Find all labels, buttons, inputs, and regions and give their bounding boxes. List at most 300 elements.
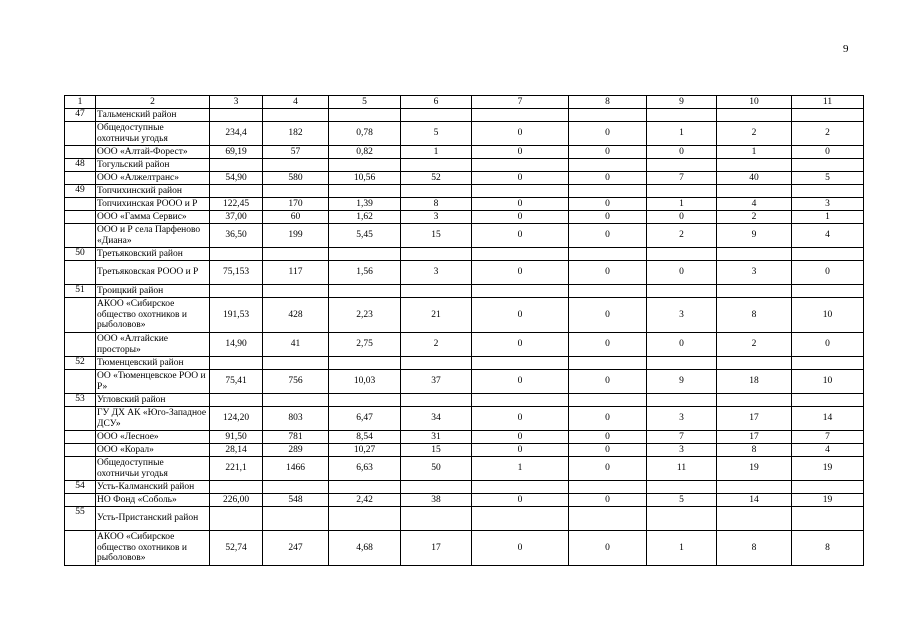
value-cell [401,507,472,531]
value-cell [401,394,472,407]
value-cell: 5 [647,494,717,507]
value-cell: 0,78 [329,122,401,146]
value-cell: 580 [263,172,329,185]
row-number-cell [65,431,96,444]
column-header: 1 [65,96,96,109]
value-cell [472,248,569,261]
value-cell [472,481,569,494]
value-cell [401,109,472,122]
name-cell: Усть-Калманский район [96,481,210,494]
value-cell [263,394,329,407]
value-cell: 0 [569,431,647,444]
value-cell: 34 [401,407,472,431]
value-cell: 221,1 [210,457,263,481]
row-number-cell [65,494,96,507]
value-cell: 1 [792,211,864,224]
value-cell: 428 [263,298,329,333]
name-cell: ООО «Алтайские просторы» [96,333,210,357]
value-cell: 0 [472,261,569,285]
row-number-cell [65,333,96,357]
value-cell: 0,82 [329,146,401,159]
value-cell: 0 [472,370,569,394]
value-cell [210,394,263,407]
value-cell: 8 [717,298,792,333]
table-row [65,146,864,159]
value-cell [792,357,864,370]
column-header: 7 [472,96,569,109]
value-cell: 2 [401,333,472,357]
table-row [65,407,864,431]
table-header-row [65,96,864,109]
value-cell [472,357,569,370]
value-cell: 756 [263,370,329,394]
value-cell: 0 [569,172,647,185]
value-cell: 124,20 [210,407,263,431]
row-number-cell: 52 [65,357,96,370]
value-cell: 0 [472,494,569,507]
value-cell: 0 [472,198,569,211]
row-number-cell: 54 [65,481,96,494]
value-cell [263,185,329,198]
data-table [64,95,864,566]
page-number: 9 [843,43,849,55]
value-cell: 0 [569,122,647,146]
name-cell: Третьяковский район [96,248,210,261]
value-cell [647,109,717,122]
value-cell: 69,19 [210,146,263,159]
row-number-cell: 51 [65,285,96,298]
value-cell [329,507,401,531]
row-number-cell: 55 [65,507,96,531]
value-cell: 226,00 [210,494,263,507]
value-cell: 1 [647,122,717,146]
value-cell: 234,4 [210,122,263,146]
row-number-cell [65,298,96,333]
name-cell: ООО «Алжелтранс» [96,172,210,185]
value-cell [401,285,472,298]
value-cell [472,185,569,198]
name-cell: ОО «Тюменцевское РОО и Р» [96,370,210,394]
value-cell [569,357,647,370]
value-cell [329,185,401,198]
name-cell: НО Фонд «Соболь» [96,494,210,507]
row-number-cell: 48 [65,159,96,172]
value-cell: 10 [792,370,864,394]
value-cell [472,507,569,531]
value-cell [569,394,647,407]
value-cell [792,394,864,407]
name-cell: ГУ ДХ АК «Юго-Западное ДСУ» [96,407,210,431]
row-number-cell [65,146,96,159]
value-cell [569,285,647,298]
value-cell: 19 [717,457,792,481]
value-cell [210,507,263,531]
value-cell: 3 [717,261,792,285]
value-cell: 6,47 [329,407,401,431]
value-cell: 14,90 [210,333,263,357]
table-row [65,261,864,285]
value-cell: 0 [569,407,647,431]
value-cell: 38 [401,494,472,507]
name-cell: ООО «Алтай-Форест» [96,146,210,159]
value-cell [401,159,472,172]
value-cell [263,285,329,298]
value-cell: 40 [717,172,792,185]
name-cell: ООО и Р села Парфеново «Диана» [96,224,210,248]
value-cell [263,248,329,261]
value-cell: 0 [569,146,647,159]
value-cell [210,357,263,370]
value-cell: 52 [401,172,472,185]
value-cell: 0 [472,333,569,357]
value-cell [717,357,792,370]
value-cell: 0 [569,457,647,481]
value-cell: 122,45 [210,198,263,211]
table-row [65,457,864,481]
value-cell [210,248,263,261]
value-cell: 2 [717,122,792,146]
value-cell: 10,03 [329,370,401,394]
value-cell [569,507,647,531]
name-cell: Тюменцевский район [96,357,210,370]
table-row [65,159,864,172]
value-cell [717,481,792,494]
value-cell: 9 [717,224,792,248]
value-cell: 0 [647,146,717,159]
value-cell [472,394,569,407]
value-cell: 10,27 [329,444,401,457]
name-cell: Топчихинская РООО и Р [96,198,210,211]
table-row [65,224,864,248]
value-cell: 4 [717,198,792,211]
value-cell [401,357,472,370]
value-cell: 199 [263,224,329,248]
value-cell: 2 [717,211,792,224]
row-number-cell [65,211,96,224]
name-cell: АКОО «Сибирское общество охотников и рыболовов» [96,531,210,566]
value-cell: 247 [263,531,329,566]
value-cell [717,507,792,531]
value-cell: 3 [647,298,717,333]
value-cell: 18 [717,370,792,394]
name-cell: ООО «Корал» [96,444,210,457]
row-number-cell: 49 [65,185,96,198]
row-number-cell [65,122,96,146]
row-number-cell [65,172,96,185]
value-cell [647,357,717,370]
name-cell: ООО «Лесное» [96,431,210,444]
value-cell: 8 [717,531,792,566]
column-header: 2 [96,96,210,109]
value-cell: 54,90 [210,172,263,185]
value-cell: 2,42 [329,494,401,507]
value-cell: 0 [472,431,569,444]
value-cell [569,481,647,494]
value-cell [329,357,401,370]
value-cell [263,481,329,494]
value-cell [647,159,717,172]
value-cell: 8 [792,531,864,566]
value-cell: 1 [717,146,792,159]
value-cell [401,248,472,261]
value-cell: 8 [401,198,472,211]
value-cell [401,481,472,494]
value-cell: 10,56 [329,172,401,185]
name-cell: Топчихинский район [96,185,210,198]
value-cell: 19 [792,457,864,481]
row-number-cell [65,444,96,457]
table-row [65,298,864,333]
value-cell [792,481,864,494]
value-cell: 1,62 [329,211,401,224]
column-header: 11 [792,96,864,109]
value-cell: 0 [472,211,569,224]
value-cell: 2 [647,224,717,248]
value-cell: 1 [401,146,472,159]
value-cell: 289 [263,444,329,457]
value-cell [472,285,569,298]
value-cell: 2,75 [329,333,401,357]
value-cell [717,185,792,198]
name-cell: Общедоступные охотничьи угодья [96,122,210,146]
value-cell: 0 [569,333,647,357]
table-row [65,248,864,261]
table-row [65,431,864,444]
value-cell: 3 [647,444,717,457]
value-cell: 7 [647,431,717,444]
name-cell: Угловский район [96,394,210,407]
table-row [65,109,864,122]
value-cell [647,248,717,261]
row-number-cell [65,224,96,248]
value-cell: 781 [263,431,329,444]
value-cell: 17 [717,431,792,444]
value-cell: 2,23 [329,298,401,333]
value-cell [472,109,569,122]
value-cell [329,285,401,298]
value-cell: 3 [401,211,472,224]
column-header: 5 [329,96,401,109]
table-row [65,211,864,224]
value-cell [329,394,401,407]
value-cell: 7 [647,172,717,185]
value-cell: 0 [569,198,647,211]
value-cell: 14 [792,407,864,431]
value-cell [569,159,647,172]
column-header: 9 [647,96,717,109]
value-cell: 0 [472,146,569,159]
table-row [65,198,864,211]
value-cell: 548 [263,494,329,507]
value-cell: 52,74 [210,531,263,566]
row-number-cell [65,457,96,481]
value-cell: 0 [569,444,647,457]
table-row [65,444,864,457]
value-cell: 10 [792,298,864,333]
value-cell: 0 [472,531,569,566]
name-cell: Общедоступные охотничьи угодья [96,457,210,481]
table-row [65,370,864,394]
value-cell: 36,50 [210,224,263,248]
table-row [65,185,864,198]
table-row [65,531,864,566]
row-number-cell [65,198,96,211]
value-cell: 0 [569,211,647,224]
value-cell: 1 [647,531,717,566]
value-cell [717,248,792,261]
value-cell [569,185,647,198]
value-cell [717,285,792,298]
value-cell: 17 [717,407,792,431]
value-cell: 28,14 [210,444,263,457]
value-cell: 37,00 [210,211,263,224]
row-number-cell: 53 [65,394,96,407]
value-cell: 7 [792,431,864,444]
value-cell: 21 [401,298,472,333]
value-cell [210,185,263,198]
value-cell [210,285,263,298]
value-cell: 0 [569,261,647,285]
value-cell: 17 [401,531,472,566]
value-cell: 57 [263,146,329,159]
value-cell: 60 [263,211,329,224]
value-cell: 3 [647,407,717,431]
value-cell: 0 [647,333,717,357]
value-cell: 1466 [263,457,329,481]
value-cell: 11 [647,457,717,481]
name-cell: Тальменский район [96,109,210,122]
value-cell: 0 [472,407,569,431]
row-number-cell: 50 [65,248,96,261]
value-cell [792,507,864,531]
value-cell [647,285,717,298]
column-header: 3 [210,96,263,109]
row-number-cell [65,407,96,431]
table-row [65,394,864,407]
value-cell [647,481,717,494]
value-cell: 0 [647,211,717,224]
value-cell [210,109,263,122]
value-cell: 1 [472,457,569,481]
value-cell [329,109,401,122]
value-cell [792,285,864,298]
name-cell: ООО «Гамма Сервис» [96,211,210,224]
value-cell [263,507,329,531]
value-cell: 0 [792,333,864,357]
column-header: 10 [717,96,792,109]
value-cell: 191,53 [210,298,263,333]
value-cell: 4,68 [329,531,401,566]
value-cell: 0 [472,172,569,185]
table-row [65,481,864,494]
value-cell: 75,153 [210,261,263,285]
value-cell [717,159,792,172]
value-cell [329,159,401,172]
value-cell: 6,63 [329,457,401,481]
table-row [65,172,864,185]
value-cell [647,394,717,407]
table-row [65,333,864,357]
value-cell: 75,41 [210,370,263,394]
value-cell [792,185,864,198]
value-cell: 14 [717,494,792,507]
table-row [65,507,864,531]
name-cell: Тогульский район [96,159,210,172]
value-cell: 0 [472,224,569,248]
value-cell: 5 [401,122,472,146]
value-cell: 0 [569,531,647,566]
value-cell: 9 [647,370,717,394]
value-cell: 37 [401,370,472,394]
value-cell: 5,45 [329,224,401,248]
value-cell [792,159,864,172]
name-cell: Троицкий район [96,285,210,298]
table-row [65,494,864,507]
value-cell [263,159,329,172]
table-row [65,122,864,146]
value-cell [792,248,864,261]
row-number-cell: 47 [65,109,96,122]
value-cell [263,357,329,370]
name-cell: Третьяковская РООО и Р [96,261,210,285]
table-row [65,357,864,370]
value-cell [569,109,647,122]
name-cell: АКОО «Сибирское общество охотников и рыболовов» [96,298,210,333]
value-cell: 0 [472,444,569,457]
value-cell [329,248,401,261]
value-cell: 4 [792,224,864,248]
value-cell: 182 [263,122,329,146]
value-cell [329,481,401,494]
value-cell [210,159,263,172]
value-cell: 4 [792,444,864,457]
value-cell [210,481,263,494]
value-cell: 19 [792,494,864,507]
row-number-cell [65,261,96,285]
column-header: 6 [401,96,472,109]
value-cell: 170 [263,198,329,211]
value-cell: 8,54 [329,431,401,444]
value-cell [717,394,792,407]
column-header: 4 [263,96,329,109]
column-header: 8 [569,96,647,109]
value-cell: 1,56 [329,261,401,285]
table-body [65,96,864,566]
value-cell: 3 [401,261,472,285]
value-cell: 1 [647,198,717,211]
value-cell [792,109,864,122]
value-cell: 41 [263,333,329,357]
table-row [65,285,864,298]
value-cell: 1,39 [329,198,401,211]
value-cell: 0 [792,261,864,285]
row-number-cell [65,531,96,566]
value-cell: 91,50 [210,431,263,444]
value-cell: 50 [401,457,472,481]
value-cell [401,185,472,198]
value-cell: 8 [717,444,792,457]
value-cell: 0 [569,298,647,333]
value-cell: 31 [401,431,472,444]
value-cell [263,109,329,122]
value-cell [647,507,717,531]
value-cell: 2 [792,122,864,146]
value-cell: 0 [569,370,647,394]
value-cell: 15 [401,224,472,248]
value-cell: 0 [569,494,647,507]
value-cell: 0 [472,298,569,333]
value-cell [647,185,717,198]
